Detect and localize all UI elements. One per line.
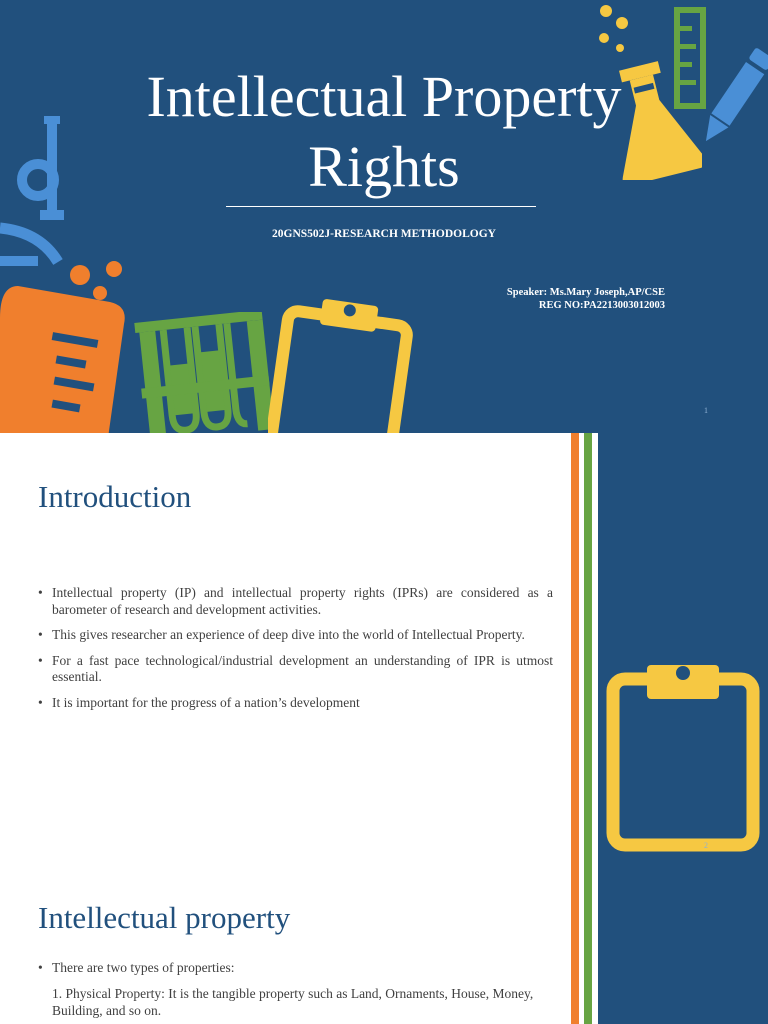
beaker-icon <box>0 278 145 433</box>
list-item: • Intellectual property (IP) and intellectual property rights (IPRs) are considered as a barometer of research and development activities. <box>38 585 553 618</box>
numbered-item: 1. Physical Property: It is the tangible property such as Land, Ornaments, House, Money, Building, and so on. <box>52 986 534 1018</box>
list-item: • There are two types of properties: <box>38 960 553 977</box>
clipboard-icon <box>603 655 763 855</box>
slide-title: Intellectual property <box>38 900 291 935</box>
test-tubes-icon <box>134 312 274 433</box>
list-item: • For a fast pace technological/industrial development an understanding of IPR is utmost essential. <box>38 653 553 686</box>
presentation-title <box>0 62 768 202</box>
title-line-2: Rights <box>308 134 460 199</box>
orange-stripe <box>571 433 579 865</box>
page-number: 1 <box>704 406 708 415</box>
side-panel <box>598 865 768 1024</box>
list-item: • This gives researcher an experience of deep dive into the world of Intellectual Property. <box>38 627 553 644</box>
clipboard-icon <box>268 296 418 433</box>
intellectual-property-slide <box>0 865 768 1024</box>
green-stripe <box>584 865 592 1024</box>
title-slide <box>0 0 768 433</box>
bullet-list <box>38 960 553 986</box>
slide-title: Introduction <box>38 479 192 514</box>
speaker-name: Speaker: Ms.Mary Joseph,AP/CSE <box>506 287 665 298</box>
title-divider <box>226 206 536 207</box>
speaker-info <box>507 286 665 312</box>
page-number: 2 <box>704 841 708 850</box>
introduction-slide <box>0 433 768 865</box>
speaker-reg-no: REG NO:PA2213003012003 <box>538 300 665 311</box>
list-item: • It is important for the progress of a nation’s development <box>38 695 553 712</box>
bullet-list <box>38 585 553 720</box>
title-line-1: Intellectual Property <box>146 64 622 129</box>
green-stripe <box>584 433 592 865</box>
orange-stripe <box>571 865 579 1024</box>
course-subtitle: 20GNS502J-RESEARCH METHODOLOGY <box>272 228 496 240</box>
